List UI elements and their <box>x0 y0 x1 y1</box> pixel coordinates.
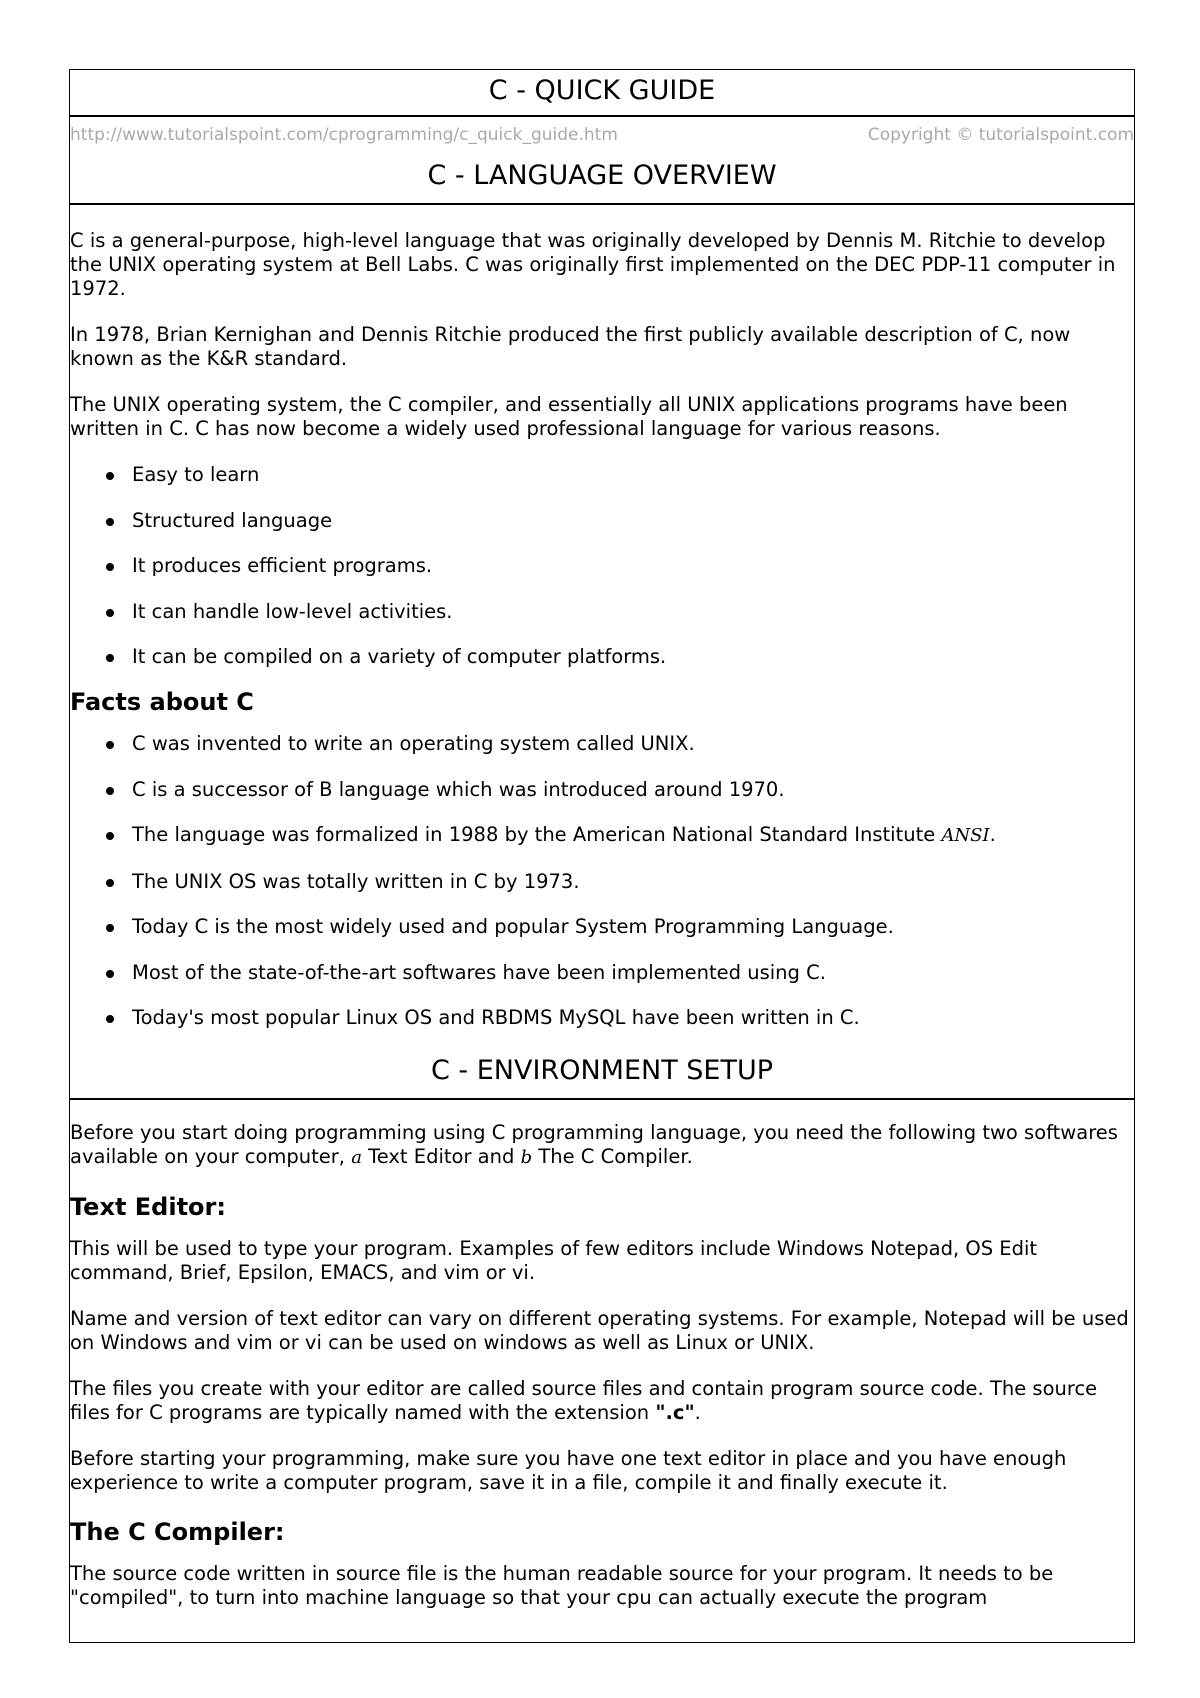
list-item: C was invented to write an operating system called UNIX. <box>106 732 1134 756</box>
facts-heading: Facts about C <box>70 688 254 716</box>
overview-content <box>70 205 1134 1030</box>
marker-b: b <box>520 1147 533 1168</box>
bullet-icon <box>106 832 114 840</box>
overview-paragraph: The UNIX operating system, the C compiler, and essentially all UNIX applications programs have been written in C. C has now become a widely used professional language for various reasons. <box>70 393 1068 440</box>
text-editor-heading: Text Editor: <box>70 1193 226 1221</box>
section-heading-overview: C - LANGUAGE OVERVIEW <box>70 153 1134 205</box>
section-heading-environment: C - ENVIRONMENT SETUP <box>70 1048 1134 1100</box>
list-item: The language was formalized in 1988 by the American National Standard Institute ANSI. <box>106 823 1134 848</box>
list-item: Structured language <box>106 509 1134 533</box>
bullet-icon <box>106 609 114 617</box>
ansi-abbrev: ANSI <box>941 825 990 846</box>
extension-code: ".c" <box>655 1401 695 1424</box>
bullet-icon <box>106 970 114 978</box>
reasons-list <box>70 463 1134 669</box>
editor-paragraph: The files you create with your editor are called source files and contain program source code. The source files for C programs are typically named with the extension ".c". <box>70 1377 1098 1424</box>
bullet-icon <box>106 879 114 887</box>
source-url-link[interactable]: http://www.tutorialspoint.com/cprogramming/c_quick_guide.htm <box>70 125 618 145</box>
copyright-notice: Copyright © tutorialspoint.com <box>867 125 1134 145</box>
list-item: Most of the state-of-the-art softwares have been implemented using C. <box>106 961 1134 985</box>
list-item: Today C is the most widely used and popular System Programming Language. <box>106 915 1134 939</box>
list-item: The UNIX OS was totally written in C by 1973. <box>106 870 1134 894</box>
environment-content <box>70 1100 1134 1610</box>
overview-paragraph: In 1978, Brian Kernighan and Dennis Ritchie produced the first publicly available description of C, now known as the K&R standard. <box>70 323 1071 370</box>
environment-intro: Before you start doing programming using C programming language, you need the following two softwares available on your computer, a Text Editor and b The C Compiler. <box>70 1121 1118 1168</box>
editor-paragraph: Before starting your programming, make sure you have one text editor in place and you have enough experience to write a computer program, save it in a file, compile it and finally execute it. <box>70 1447 1067 1494</box>
list-item: It can handle low-level activities. <box>106 600 1134 624</box>
list-item: Easy to learn <box>106 463 1134 487</box>
marker-a: a <box>351 1147 362 1168</box>
list-item: Today's most popular Linux OS and RBDMS MySQL have been written in C. <box>106 1006 1134 1030</box>
facts-list <box>70 732 1134 1030</box>
bullet-icon <box>106 787 114 795</box>
editor-paragraph: This will be used to type your program. Examples of few editors include Windows Notepad, OS Edit command, Brief, Epsilon, EMACS, and vim or vi. <box>70 1237 1038 1284</box>
editor-paragraph: Name and version of text editor can vary on different operating systems. For example, Notepad will be used on Windows and vim or vi can be used on windows as well as Linux or UNIX. <box>70 1307 1129 1354</box>
page-meta <box>70 117 1134 153</box>
bullet-icon <box>106 654 114 662</box>
compiler-heading: The C Compiler: <box>70 1518 285 1546</box>
compiler-paragraph: The source code written in source file is the human readable source for your program. It needs to be "compiled", to turn into machine language so that your cpu can actually execute the program <box>70 1562 1054 1609</box>
bullet-icon <box>106 472 114 480</box>
list-item: It can be compiled on a variety of computer platforms. <box>106 645 1134 669</box>
document-page <box>69 69 1135 1643</box>
bullet-icon <box>106 741 114 749</box>
bullet-icon <box>106 563 114 571</box>
bullet-icon <box>106 1015 114 1023</box>
page-title: C - QUICK GUIDE <box>70 70 1134 117</box>
overview-paragraph: C is a general-purpose, high-level language that was originally developed by Dennis M. Ritchie to develop the UNIX operating system at Bell Labs. C was originally first implemented on the DEC PDP-11 computer in 1972. <box>70 229 1116 300</box>
list-item: C is a successor of B language which was introduced around 1970. <box>106 778 1134 802</box>
list-item: It produces efficient programs. <box>106 554 1134 578</box>
bullet-icon <box>106 924 114 932</box>
bullet-icon <box>106 518 114 526</box>
